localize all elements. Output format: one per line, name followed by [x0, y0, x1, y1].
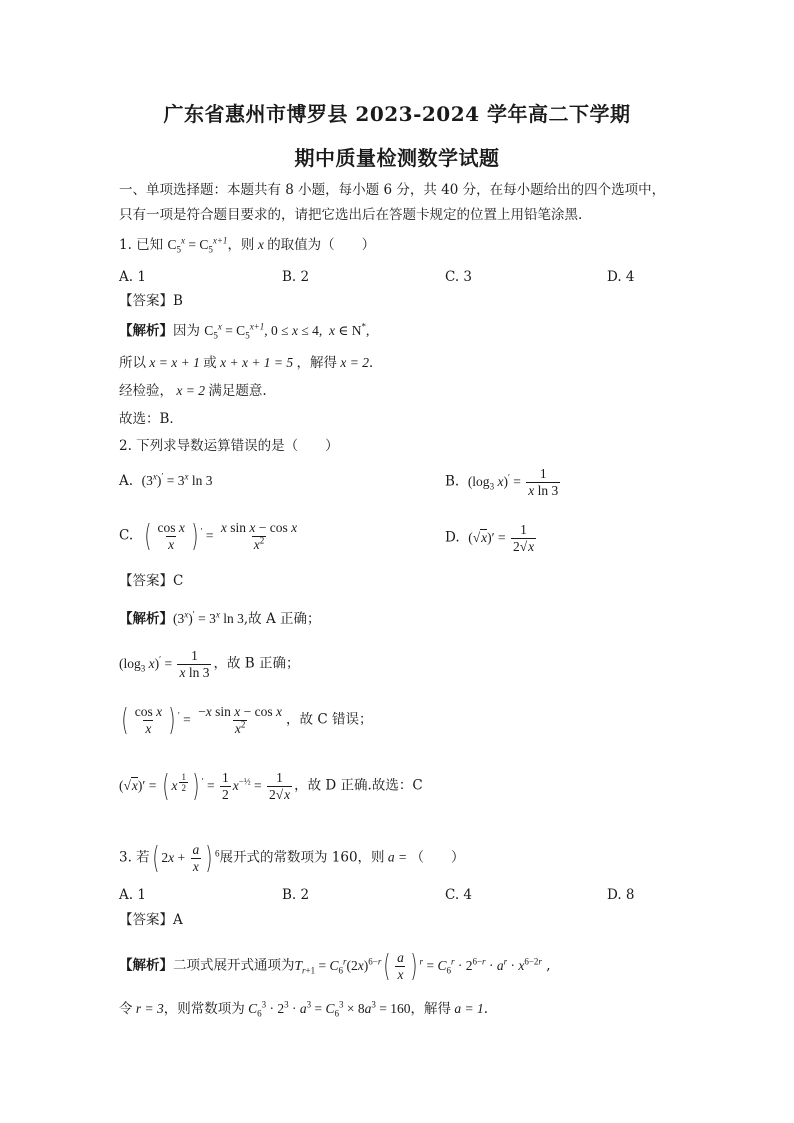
q3-expl1-text: 二项式展开式通项为	[173, 957, 295, 974]
q1-answer: 【答案】B	[119, 293, 183, 309]
q3-expl-line2: 令 r = 3，则常数项为 $C_6^3 \cdot 2^3 \cdot a^3 = C_6^3 \times 8a^3 = 160$，解得 a = 1.	[119, 999, 489, 1019]
title-line-1: 广东省惠州市博罗县 2023-2024 学年高二下学期	[163, 102, 631, 126]
q2-expl-line1	[119, 610, 320, 628]
section1-line2: 只有一项是符合题目要求的，请把它选出后在答题卡规定的位置上用铅笔涂黑.	[119, 207, 583, 223]
q3-expl1-formula: $T_{r+1} = C_6^r(2x)^{6-r}$( $\frac{a}{x}$ ) $^r = C_6^r \cdot 2^{6-r} \cdot a^r \cdot x^{6-2r}$	[294, 948, 542, 984]
q3-stem-formula: ( 2x + $\frac{a}{x}$ ) $^6$	[152, 840, 220, 876]
q2-expl1-tail: ,故 A 正确；	[243, 611, 321, 627]
q1-expl-line3-a: 经检验，	[119, 383, 173, 399]
q3-stem-prefix: 3. 若	[119, 849, 150, 866]
q1-eq2: x + x + 1 = 5	[216, 355, 297, 370]
q1-expl-text1: 因为	[173, 323, 200, 339]
q1-expl-formula: $C_5^x = C_5^{x+1}$, 0 ≤ x ≤ 4, x ∈ N*,	[204, 321, 370, 341]
q3-expl-line1: 【解析】二项式展开式通项为$T_{r+1} = C_6^r(2x)^{6-r}$( $\frac{a}{x}$ ) $^r = C_6^r \cdot 2^{6-r} \cdot a^r \cdot x^{6-2r}$ ,	[119, 948, 551, 984]
q2-option-c	[119, 520, 301, 553]
q3-expl2-formula: $C_6^3 \cdot 2^3 \cdot a^3 = C_6^3 \times 8a^3 = 160$	[248, 999, 411, 1019]
q3-stem-end: （ ）	[410, 849, 465, 866]
q3-option-b: B. 2	[282, 887, 310, 903]
q1-stem	[119, 236, 375, 254]
q1-expl-line1	[119, 322, 369, 340]
q2-expl4-tail: ，故 D 正确.故选：C	[294, 777, 423, 794]
q1-expl-line3-b: 满足题意.	[208, 383, 267, 399]
q2-option-c-formula: ( $\frac{\text{cos x}}{x}$ ) ′ = $\frac{\text{x sin x − cos x}}{x^2}$	[144, 518, 298, 554]
q2-expl3-formula: ( $\frac{\text{cos x}}{x}$ ) ′ = $\frac{\text{−x sin x − cos x}}{x^2}$	[121, 702, 283, 738]
q3-expl2-b: ，则常数项为	[163, 1001, 245, 1017]
q2-expl4-formula: (√x)′ = ( x $^{\frac{1}{2}}$ ) ′ = $\frac{1}{2}$ $x^{-\frac{1}{2}}$ = $\frac{1}{2√x}$	[119, 768, 291, 804]
q3-option-c: C. 4	[445, 887, 473, 903]
q2-option-a-formula: $(3^x)' = 3^x$ ln 3	[141, 471, 213, 488]
section1-line1: 一、单项选择题：本题共有 8 小题，每小题 6 分，共 40 分，在每小题给出的四个选项中，	[119, 182, 666, 198]
q1-eq1: x = x + 1	[146, 355, 204, 370]
q2-expl2-tail: ，故 B 正确；	[213, 655, 300, 672]
q1-expl-line2-b: 或	[203, 355, 217, 371]
q1-expl-line2-a: 所以	[119, 355, 146, 371]
q3-expl2-r: r = 3	[132, 1001, 164, 1016]
q2-expl1-formula: $(3^x)' = 3^x$ ln 3	[173, 609, 244, 626]
q3-option-d: D. 8	[607, 887, 635, 903]
q3-expl2-c: ，解得	[410, 1001, 452, 1017]
q2-option-d-label: D.	[445, 529, 460, 546]
q2-option-b-formula: ($\log_3$ x)′ = $\frac{1}{\text{x ln 3}}$	[467, 466, 559, 498]
q2-option-b	[445, 466, 562, 499]
q1-var: x	[254, 237, 268, 252]
q1-option-d: D. 4	[607, 269, 635, 285]
q1-expl-line3	[119, 382, 267, 400]
q1-eq3: x = 2	[337, 355, 370, 370]
q1-formula: $C_5^x = C_5^{x+1}$	[167, 235, 228, 255]
q1-option-a: A. 1	[119, 269, 146, 285]
q2-expl2-formula: ($\log_3$ x)′ = $\frac{1}{\text{x ln 3}}$	[119, 648, 210, 680]
q1-option-b: B. 2	[282, 269, 310, 285]
q2-expl3-tail: ，故 C 错误；	[286, 711, 373, 728]
q2-option-d-formula: (√x)′ = $\frac{1}{2√x}$	[468, 522, 535, 554]
q2-answer: 【答案】C	[119, 573, 184, 589]
q2-expl-line3	[119, 704, 372, 737]
q1-expl-line2-c: ，解得	[296, 355, 338, 371]
q1-stem-suffix: ，则	[227, 237, 255, 253]
q3-stem-var: a =	[384, 849, 411, 865]
q2-option-d	[445, 522, 538, 555]
q2-option-c-label: C.	[119, 527, 134, 544]
q3-stem	[119, 842, 465, 875]
q1-option-c: C. 3	[445, 269, 473, 285]
q2-stem: 2. 下列求导数运算错误的是（ ）	[119, 438, 339, 454]
q3-stem-mid: 展开式的常数项为 160，则	[219, 849, 385, 866]
q2-expl-line4	[119, 770, 423, 803]
q2-option-a-label: A.	[119, 473, 134, 489]
q3-expl-label: 【解析】	[119, 957, 173, 974]
q1-expl-line2: 所以 x = x + 1 或 x + x + 1 = 5 ，解得 x = 2．	[119, 355, 383, 371]
q2-option-a	[119, 472, 213, 490]
q3-option-a: A. 1	[119, 887, 146, 903]
q2-expl-label: 【解析】	[119, 611, 173, 627]
q1-expl-label: 【解析】	[119, 323, 173, 339]
q3-expl2-result: a = 1	[451, 1001, 484, 1016]
q1-expl-line4: 故选：B．	[119, 411, 183, 427]
q3-answer: 【答案】A	[119, 912, 183, 928]
q2-expl-line2	[119, 648, 300, 681]
q1-stem-end: 的取值为（ ）	[267, 237, 376, 253]
q2-option-b-label: B.	[445, 473, 460, 490]
q3-expl2-a: 令	[119, 1001, 133, 1017]
q1-stem-prefix: 1. 已知	[119, 237, 164, 253]
q1-eq4: x = 2	[173, 383, 209, 398]
title-line-2: 期中质量检测数学试题	[294, 146, 500, 170]
